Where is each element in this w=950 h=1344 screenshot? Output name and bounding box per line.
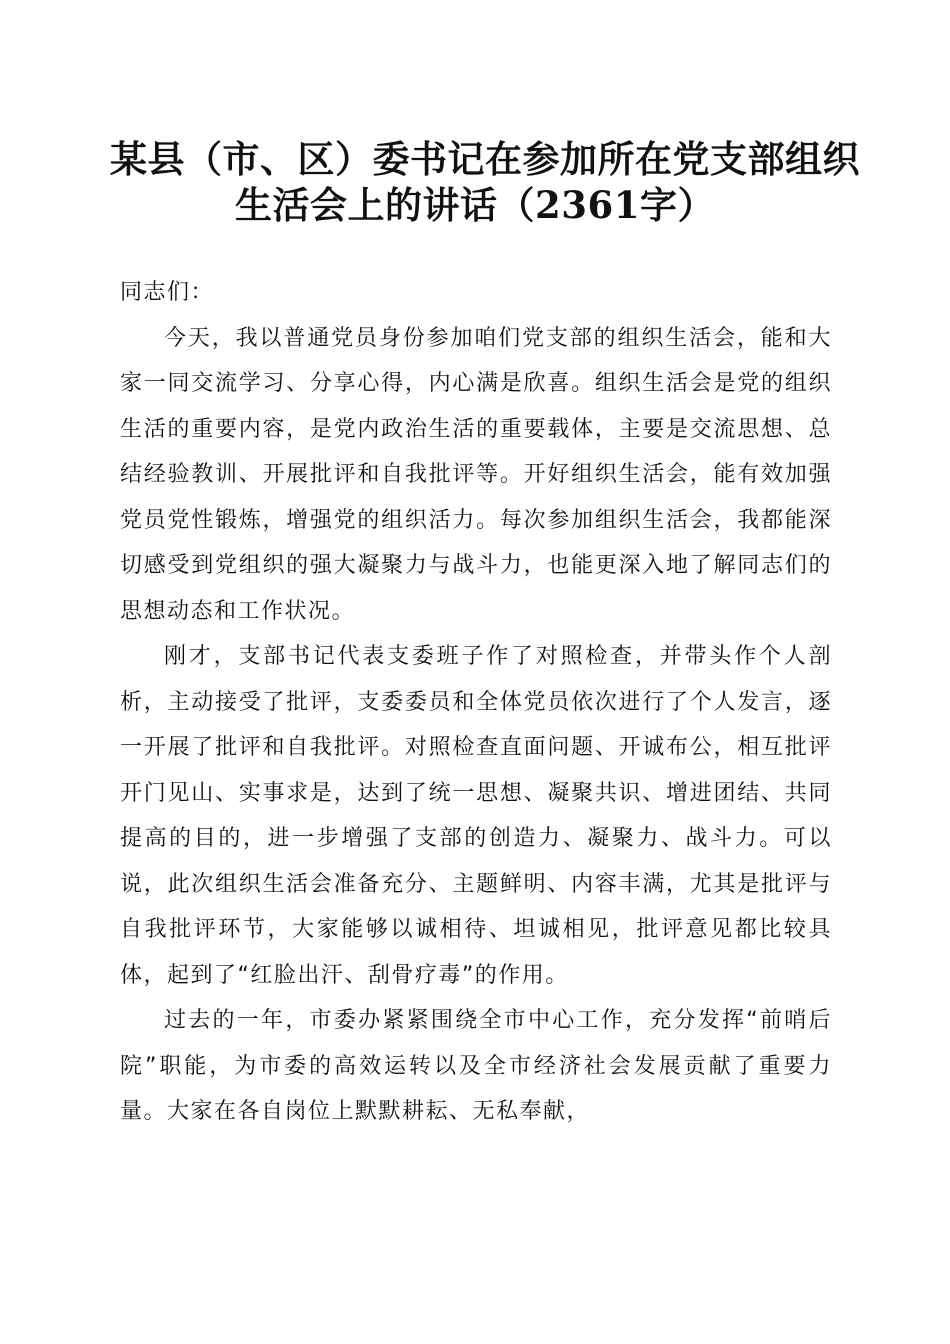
salutation: 同志们： (120, 280, 215, 305)
title-line-2: 生活会上的讲话（2361字） (235, 183, 715, 227)
title-line-1: 某县（市、区）委书记在参加所在党支部组织 (110, 137, 860, 181)
document-body (120, 270, 832, 1135)
document-title (110, 136, 860, 228)
paragraph-1: 今天，我以普通党员身份参加咱们党支部的组织生活会，能和大家一同交流学习、分享心得，内心满是欣喜。组织生活会是党的组织生活的重要内容，是党内政治生活的重要载体，主要是交流思想、总结经验教训、开展批评和自我批评等。开好组织生活会，能有效加强党员党性锻炼，增强党的组织活力。每次参加组织生活会，我都能深切感受到党组织的强大凝聚力与战斗力，也能更深入地了解同志们的思想动态和工作状况。 (120, 325, 832, 624)
paragraph-2: 刚才，支部书记代表支委班子作了对照检查，并带头作个人剖析，主动接受了批评，支委委员和全体党员依次进行了个人发言，逐一开展了批评和自我批评。对照检查直面问题、开诚布公，相互批评开门见山、实事求是，达到了统一思想、凝聚共识、增进团结、共同提高的目的，进一步增强了支部的创造力、凝聚力、战斗力。可以说，此次组织生活会准备充分、主题鲜明、内容丰满，尤其是批评与自我批评环节，大家能够以诚相待、坦诚相见，批评意见都比较具体，起到了“红脸出汗、刮骨疗毒”的作用。 (120, 644, 832, 988)
paragraph-3: 过去的一年，市委办紧紧围绕全市中心工作，充分发挥“前哨后院”职能，为市委的高效运转以及全市经济社会发展贡献了重要力量。大家在各自岗位上默默耕耘、无私奉献， (120, 1008, 832, 1124)
